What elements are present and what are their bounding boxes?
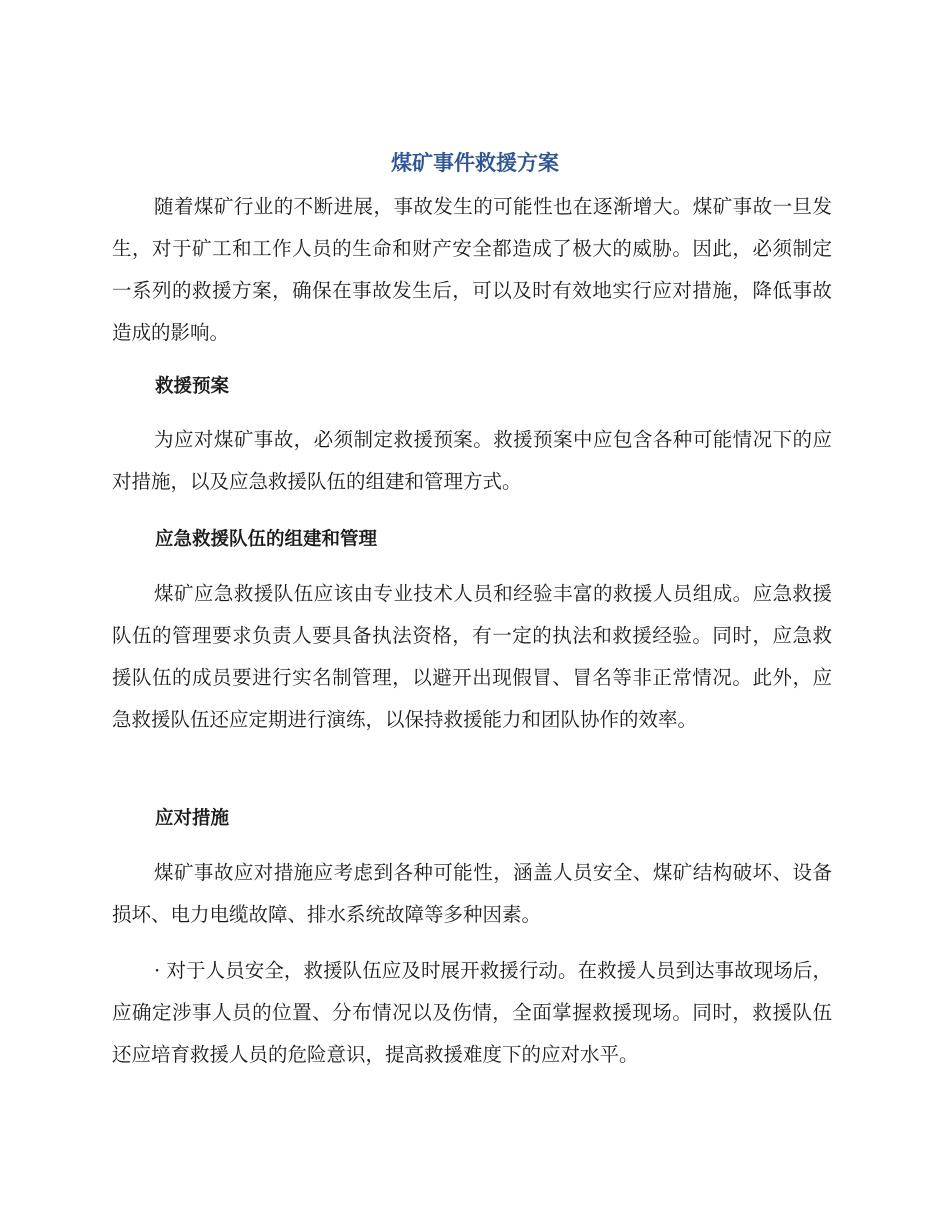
section-heading-team-management: 应急救援队伍的组建和管理 (155, 529, 378, 550)
intro-paragraph: 随着煤矿行业的不断进展，事故发生的可能性也在逐渐增大。煤矿事故一旦发生，对于矿工和工作人员的生命和财产安全都造成了极大的威胁。因此，必须制定一系列的救援方案，确保在事故发生后，可以及时有效地实行应对措施，降低事故造成的影响。 (112, 195, 832, 344)
document-title: 煤矿事件救援方案 (391, 151, 559, 175)
response-measures-paragraph: 煤矿事故应对措施应考虑到各种可能性，涵盖人员安全、煤矿结构破坏、设备损坏、电力电缆故障、排水系统故障等多种因素。 (112, 861, 832, 926)
section-heading-rescue-plan: 救援预案 (155, 376, 230, 397)
rescue-plan-paragraph: 为应对煤矿事故，必须制定救援预案。救援预案中应包含各种可能情况下的应对措施，以及应急救援队伍的组建和管理方式。 (112, 428, 832, 493)
team-management-paragraph: 煤矿应急救援队伍应该由专业技术人员和经验丰富的救援人员组成。应急救援队伍的管理要求负责人要具备执法资格，有一定的执法和救援经验。同时，应急救援队伍的成员要进行实名制管理，以避开出现假冒、冒名等非正常情况。此外，应急救援队伍还应定期进行演练，以保持救援能力和团队协作的效率。 (112, 582, 832, 731)
personnel-safety-bullet: · 对于人员安全，救援队伍应及时展开救援行动。在救援人员到达事故现场后，应确定涉事人员的位置、分布情况以及伤情，全面掌握救援现场。同时，救援队伍还应培育救援人员的危险意识，提高救援难度下的应对水平。 (112, 959, 832, 1066)
section-heading-response-measures: 应对措施 (155, 808, 230, 829)
